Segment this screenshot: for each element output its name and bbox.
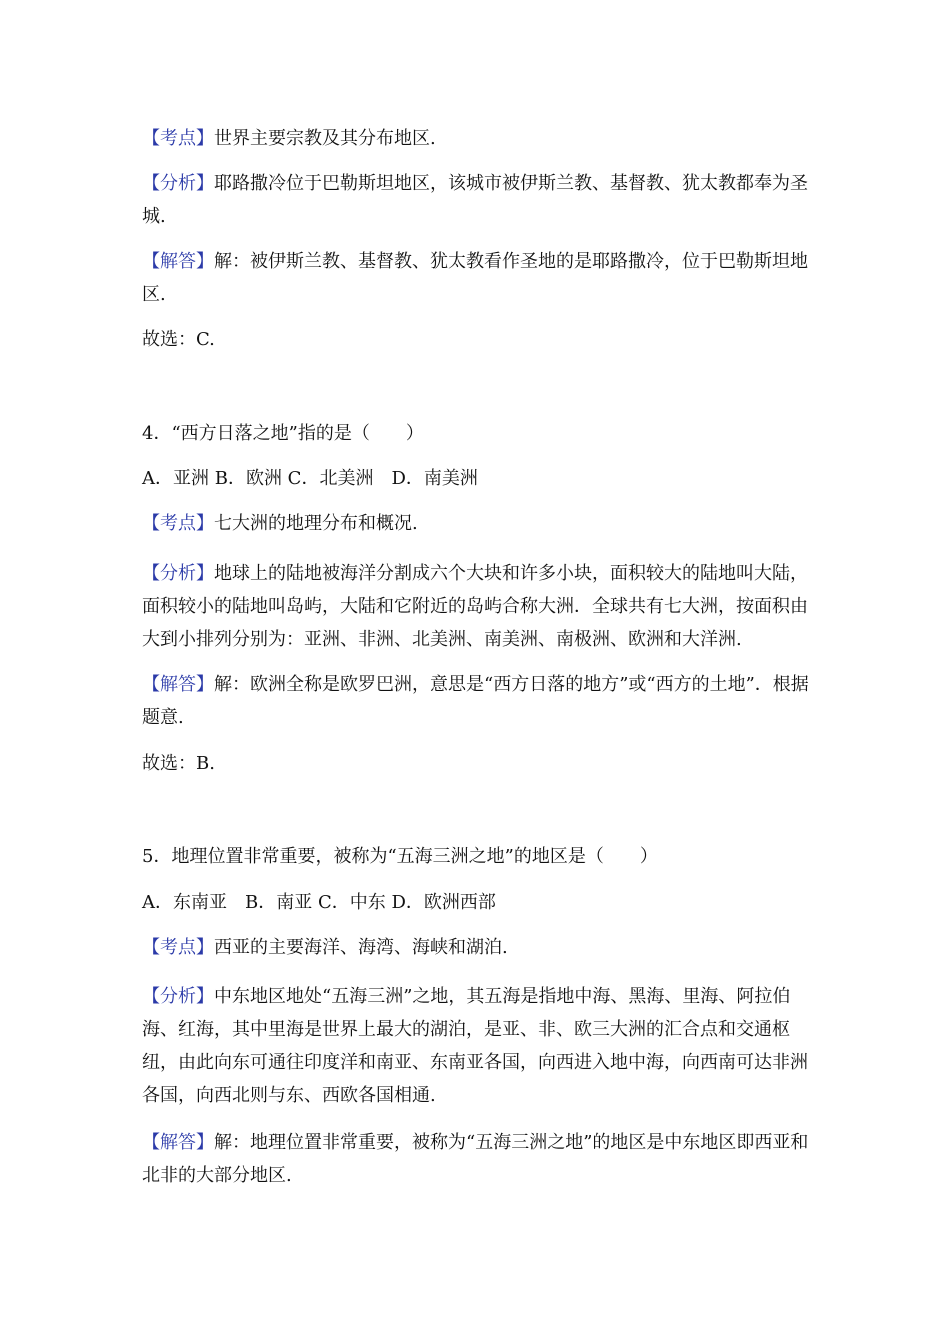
analysis-tag: 【分析】 <box>142 986 214 1007</box>
options-text: A．亚洲 B．欧洲 C．北美洲 D．南美洲 <box>142 468 478 489</box>
analysis-tag: 【分析】 <box>142 173 214 194</box>
options-5 <box>142 886 812 919</box>
paragraph-text: 解：被伊斯兰教、基督教、犹太教看作圣地的是耶路撒冷，位于巴勒斯坦地区. <box>142 251 808 305</box>
point-paragraph <box>142 122 812 155</box>
answer-paragraph <box>142 668 812 734</box>
paragraph-text: 地球上的陆地被海洋分割成六个大块和许多小块，面积较大的陆地叫大陆，面积较小的陆地叫岛屿，大陆和它附近的岛屿合称大洲．全球共有七大洲，按面积由大到小排列分别为：亚洲、非洲、北美洲、南美洲、南极洲、欧洲和大洋洲. <box>142 563 808 650</box>
analysis-paragraph <box>142 980 812 1112</box>
analysis-tag: 【分析】 <box>142 563 214 584</box>
answer-tag: 【解答】 <box>142 251 214 272</box>
point-tag: 【考点】 <box>142 128 214 149</box>
point-paragraph <box>142 507 812 540</box>
paragraph-text: 解：地理位置非常重要，被称为“五海三洲之地”的地区是中东地区即西亚和北非的大部分地区. <box>142 1132 809 1186</box>
choice-paragraph <box>142 323 812 356</box>
point-paragraph <box>142 931 812 964</box>
question-text: 4．“西方日落之地”指的是（ ） <box>142 423 424 444</box>
answer-tag: 【解答】 <box>142 674 214 695</box>
answer-paragraph <box>142 1126 812 1192</box>
options-text: A．东南亚 B．南亚 C．中东 D．欧洲西部 <box>142 892 496 913</box>
paragraph-text: 解：欧洲全称是欧罗巴洲，意思是“西方日落的地方”或“西方的土地”．根据题意. <box>142 674 809 728</box>
question-text: 5．地理位置非常重要，被称为“五海三洲之地”的地区是（ ） <box>142 846 658 867</box>
options-4 <box>142 462 812 495</box>
paragraph-text: 故选：C. <box>142 329 215 350</box>
paragraph-text: 故选：B. <box>142 753 215 774</box>
paragraph-text: 耶路撒冷位于巴勒斯坦地区，该城市被伊斯兰教、基督教、犹太教都奉为圣城. <box>142 173 808 227</box>
paragraph-text: 七大洲的地理分布和概况. <box>214 513 418 534</box>
paragraph-text: 世界主要宗教及其分布地区. <box>214 128 436 149</box>
point-tag: 【考点】 <box>142 513 214 534</box>
question-4 <box>142 417 812 450</box>
point-tag: 【考点】 <box>142 937 214 958</box>
answer-tag: 【解答】 <box>142 1132 214 1153</box>
paragraph-text: 中东地区地处“五海三洲”之地，其五海是指地中海、黑海、里海、阿拉伯海、红海，其中里海是世界上最大的湖泊，是亚、非、欧三大洲的汇合点和交通枢纽，由此向东可通往印度洋和南亚、东南亚各国，向西进入地中海，向西南可达非洲各国，向西北则与东、西欧各国相通. <box>142 986 808 1106</box>
question-5 <box>142 840 812 873</box>
answer-paragraph <box>142 245 812 311</box>
analysis-paragraph <box>142 557 812 656</box>
choice-paragraph <box>142 747 812 780</box>
analysis-paragraph <box>142 167 812 233</box>
paragraph-text: 西亚的主要海洋、海湾、海峡和湖泊. <box>214 937 508 958</box>
